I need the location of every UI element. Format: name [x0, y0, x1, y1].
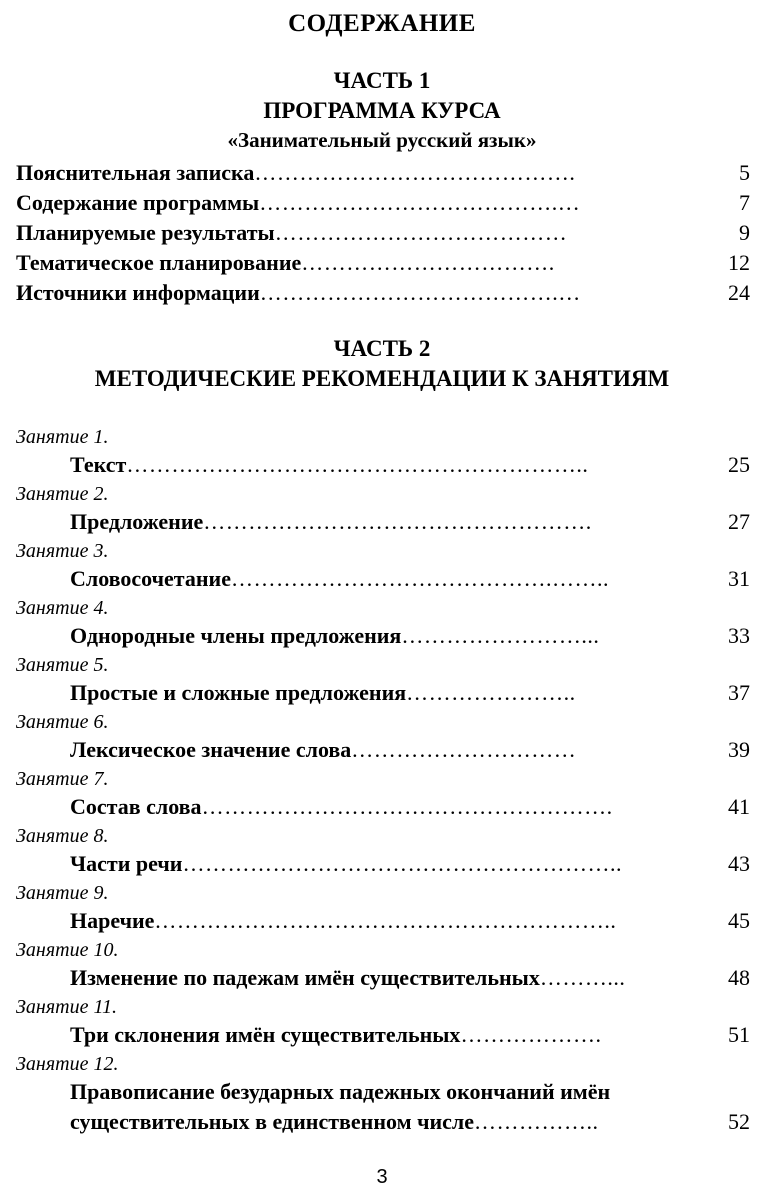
- page-title: СОДЕРЖАНИЕ: [288, 10, 476, 37]
- part2-subheading: МЕТОДИЧЕСКИЕ РЕКОМЕНДАЦИИ К ЗАНЯТИЯМ: [94, 366, 670, 391]
- toc-page-number: 41: [728, 794, 750, 819]
- part1-subheading: ПРОГРАММА КУРСА: [263, 98, 501, 123]
- toc-entry-label: Правописание безударных падежных окончаний имён: [70, 1079, 611, 1104]
- toc-page-number: 27: [728, 509, 750, 534]
- toc-entry-label-continued: существительных в единственном числе: [70, 1109, 475, 1134]
- toc-entry: [70, 963, 625, 993]
- toc-leader-dots: ……………………………………………….: [201, 794, 613, 819]
- toc-page-number: 9: [739, 220, 750, 245]
- toc-entry: [70, 1107, 599, 1137]
- toc-leader-dots: …………………………………………….: [203, 509, 592, 534]
- toc-leader-dots: ……………………………………………………..: [126, 452, 589, 477]
- toc-entry: [70, 1077, 610, 1107]
- toc-page-number: 45: [728, 908, 750, 933]
- toc-page-number: 43: [728, 851, 750, 876]
- lesson-label: Занятие 9.: [16, 882, 109, 904]
- toc-entry: [70, 564, 609, 594]
- toc-page-number: 51: [728, 1022, 750, 1047]
- toc-entry-label: Источники информации: [16, 280, 260, 305]
- footer-page-number: 3: [376, 1166, 388, 1188]
- toc-leader-dots: ………………………………….…: [259, 190, 581, 215]
- lesson-label: Занятие 5.: [16, 654, 109, 676]
- toc-entry-label: Пояснительная записка: [16, 160, 255, 185]
- toc-entry-label: Однородные члены предложения: [70, 623, 402, 648]
- toc-entry-label: Изменение по падежам имён существительных: [70, 965, 540, 990]
- toc-entry-label: Содержание программы: [16, 190, 260, 215]
- toc-entry-label: Планируемые результаты: [16, 220, 275, 245]
- toc-entry: [70, 450, 588, 480]
- toc-leader-dots: ……………………………………………………..: [154, 908, 617, 933]
- toc-entry: [16, 218, 567, 248]
- toc-leader-dots: ………………………………….…: [259, 280, 581, 305]
- toc-entry: [70, 792, 613, 822]
- toc-entry: [16, 248, 555, 278]
- lesson-label: Занятие 4.: [16, 597, 109, 619]
- toc-entry: [70, 678, 576, 708]
- toc-entry: [70, 849, 622, 879]
- toc-leader-dots: ………...: [539, 965, 626, 990]
- toc-leader-dots: …………………………: [351, 737, 577, 762]
- toc-entry: [16, 188, 580, 218]
- toc-page-number: 7: [739, 190, 750, 215]
- toc-entry-label: Текст: [70, 452, 127, 477]
- lesson-label: Занятие 1.: [16, 426, 109, 448]
- toc-leader-dots: ……………….: [460, 1022, 602, 1047]
- lesson-label: Занятие 10.: [16, 939, 119, 961]
- toc-entry: [70, 735, 576, 765]
- toc-entry: [70, 507, 592, 537]
- toc-entry-label: Предложение: [70, 509, 204, 534]
- toc-leader-dots: …………………………….: [301, 250, 555, 275]
- toc-leader-dots: ……………..: [474, 1109, 599, 1134]
- toc-page-number: 24: [728, 280, 750, 305]
- toc-page-number: 52: [728, 1109, 750, 1134]
- toc-leader-dots: ……………………...: [401, 623, 600, 648]
- toc-entry-label: Наречие: [70, 908, 155, 933]
- toc-page-number: 5: [739, 160, 750, 185]
- toc-entry-label: Состав слова: [70, 794, 202, 819]
- lesson-label: Занятие 8.: [16, 825, 109, 847]
- toc-entry: [70, 621, 599, 651]
- lesson-label: Занятие 3.: [16, 540, 109, 562]
- lesson-label: Занятие 12.: [16, 1053, 119, 1075]
- toc-leader-dots: …………………………………: [274, 220, 568, 245]
- toc-entry: [16, 158, 575, 188]
- toc-entry: [70, 906, 616, 936]
- toc-entry-label: Три склонения имён существительных: [70, 1022, 461, 1047]
- lesson-label: Занятие 6.: [16, 711, 109, 733]
- toc-leader-dots: …………………………………….……..: [230, 566, 609, 591]
- part2-heading: ЧАСТЬ 2: [333, 336, 431, 361]
- toc-entry-label: Словосочетание: [70, 566, 231, 591]
- toc-page-number: 33: [728, 623, 750, 648]
- part1-heading: ЧАСТЬ 1: [333, 68, 431, 93]
- toc-page-number: 48: [728, 965, 750, 990]
- toc-page-number: 31: [728, 566, 750, 591]
- toc-entry-label: Тематическое планирование: [16, 250, 302, 275]
- toc-leader-dots: …………………..: [406, 680, 576, 705]
- toc-leader-dots: …………………………………….: [254, 160, 576, 185]
- toc-entry-label: Части речи: [70, 851, 183, 876]
- toc-entry-label: Лексическое значение слова: [70, 737, 352, 762]
- toc-page-number: 37: [728, 680, 750, 705]
- lesson-label: Занятие 7.: [16, 768, 109, 790]
- lesson-label: Занятие 2.: [16, 483, 109, 505]
- toc-page-number: 25: [728, 452, 750, 477]
- part1-course-name: «Занимательный русский язык»: [227, 128, 537, 152]
- toc-page-number: 39: [728, 737, 750, 762]
- lesson-label: Занятие 11.: [16, 996, 117, 1018]
- toc-entry-label: Простые и сложные предложения: [70, 680, 407, 705]
- toc-page-number: 12: [728, 250, 750, 275]
- toc-entry: [16, 278, 581, 308]
- toc-leader-dots: …………………………………………………..: [182, 851, 622, 876]
- toc-entry: [70, 1020, 601, 1050]
